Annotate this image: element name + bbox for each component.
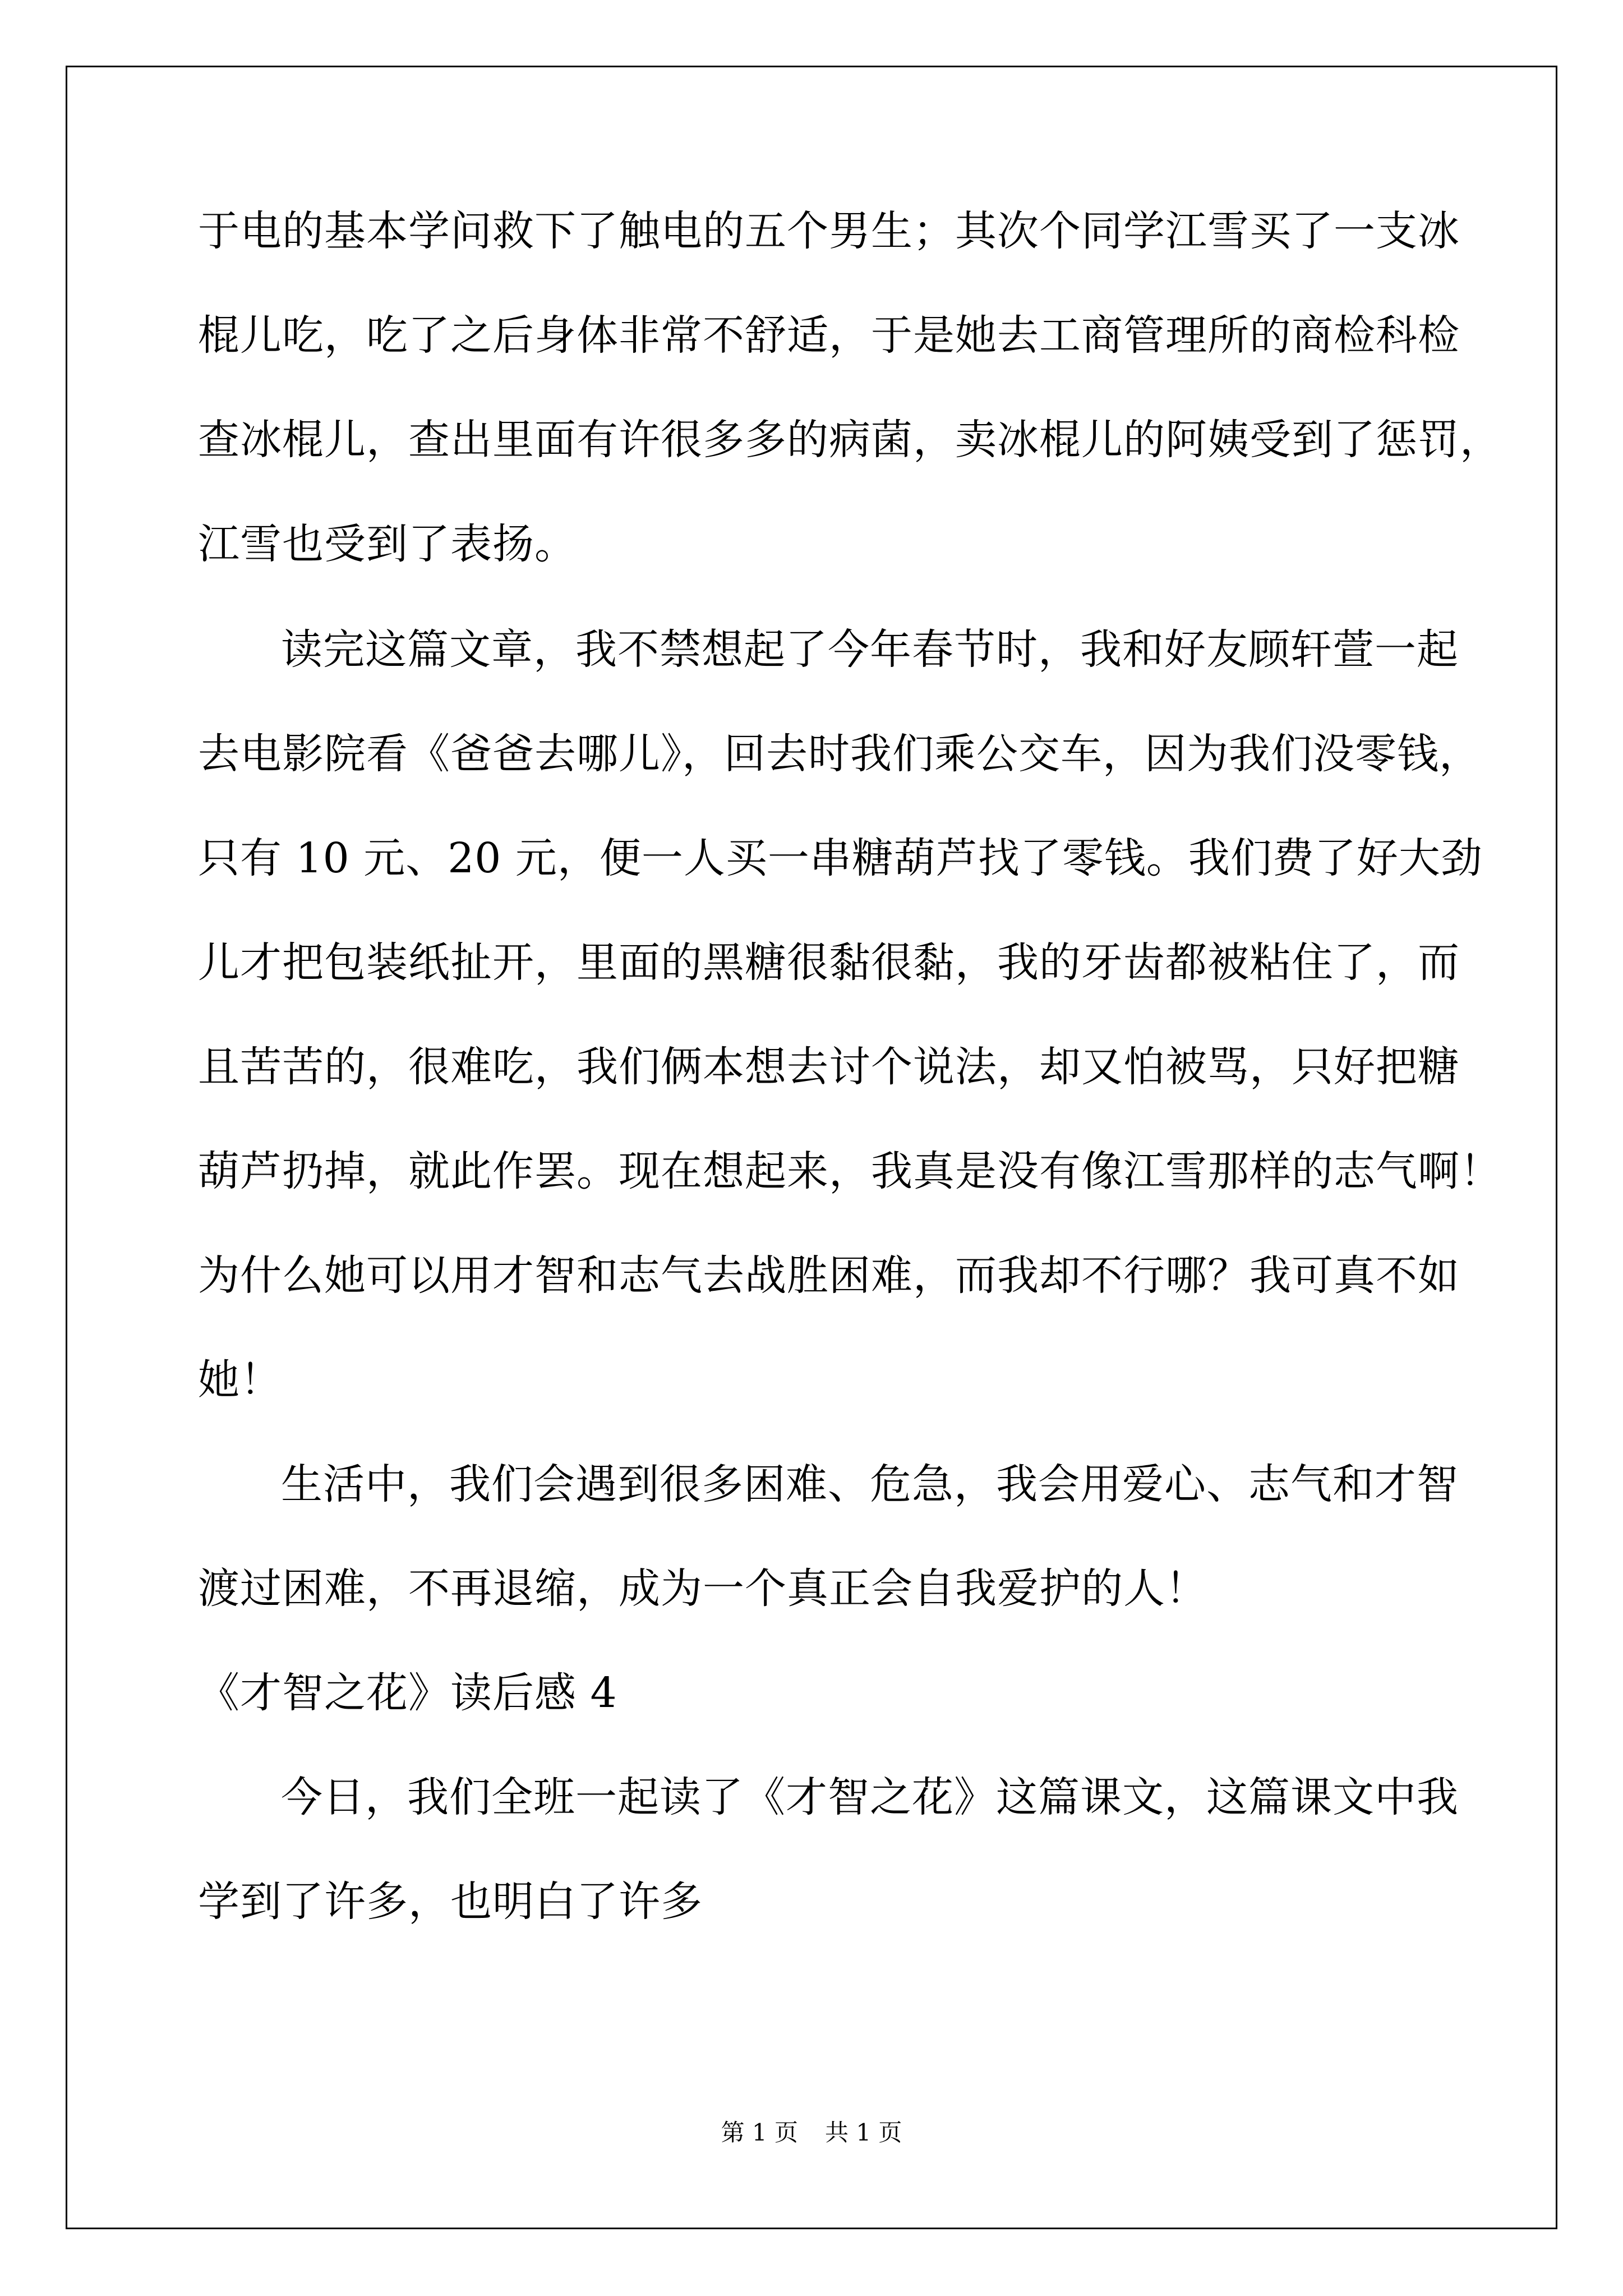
text-line: 查冰棍儿，查出里面有许很多多的病菌，卖冰棍儿的阿姨受到了惩罚， — [198, 416, 1502, 464]
text-line: 学到了许多，也明白了许多 — [198, 1878, 703, 1926]
text-line: 于电的基本学问救下了触电的五个男生；其次个同学江雪买了一支冰 — [198, 207, 1460, 255]
section-heading: 《才智之花》读后感 4 — [198, 1669, 617, 1717]
text-line: 渡过困难，不再退缩，成为一个真正会自我爱护的人！ — [198, 1565, 1207, 1613]
text-line: 棍儿吃，吃了之后身体非常不舒适，于是她去工商管理所的商检科检 — [198, 311, 1460, 360]
text-line: 江雪也受到了表扬。 — [198, 520, 577, 568]
paragraph-first-line: 读完这篇文章，我不禁想起了今年春节时，我和好友顾轩萱一起 — [281, 625, 1459, 674]
text-line: 只有 10 元、20 元，便一人买一串糖葫芦找了零钱。我们费了好大劲 — [198, 834, 1483, 882]
text-line: 葫芦扔掉，就此作罢。现在想起来，我真是没有像江雪那样的志气啊！ — [198, 1147, 1502, 1195]
text-line: 且苦苦的，很难吃，我们俩本想去讨个说法，却又怕被骂，只好把糖 — [198, 1043, 1460, 1091]
text-line: 她！ — [198, 1356, 282, 1404]
page-number: 第 1 页 — [721, 2119, 798, 2146]
paragraph-first-line: 今日，我们全班一起读了《才智之花》这篇课文，这篇课文中我 — [281, 1773, 1459, 1821]
page-count: 共 1 页 — [825, 2119, 902, 2146]
text-line: 为什么她可以用才智和志气去战胜困难，而我却不行哪？我可真不如 — [198, 1251, 1460, 1300]
text-line: 儿才把包装纸扯开，里面的黑糖很黏很黏，我的牙齿都被粘住了，而 — [198, 938, 1460, 987]
paragraph-first-line: 生活中，我们会遇到很多困难、危急，我会用爱心、志气和才智 — [281, 1460, 1459, 1508]
text-line: 去电影院看《爸爸去哪儿》，回去时我们乘公交车，因为我们没零钱， — [198, 730, 1481, 778]
page-footer — [0, 2116, 1623, 2150]
